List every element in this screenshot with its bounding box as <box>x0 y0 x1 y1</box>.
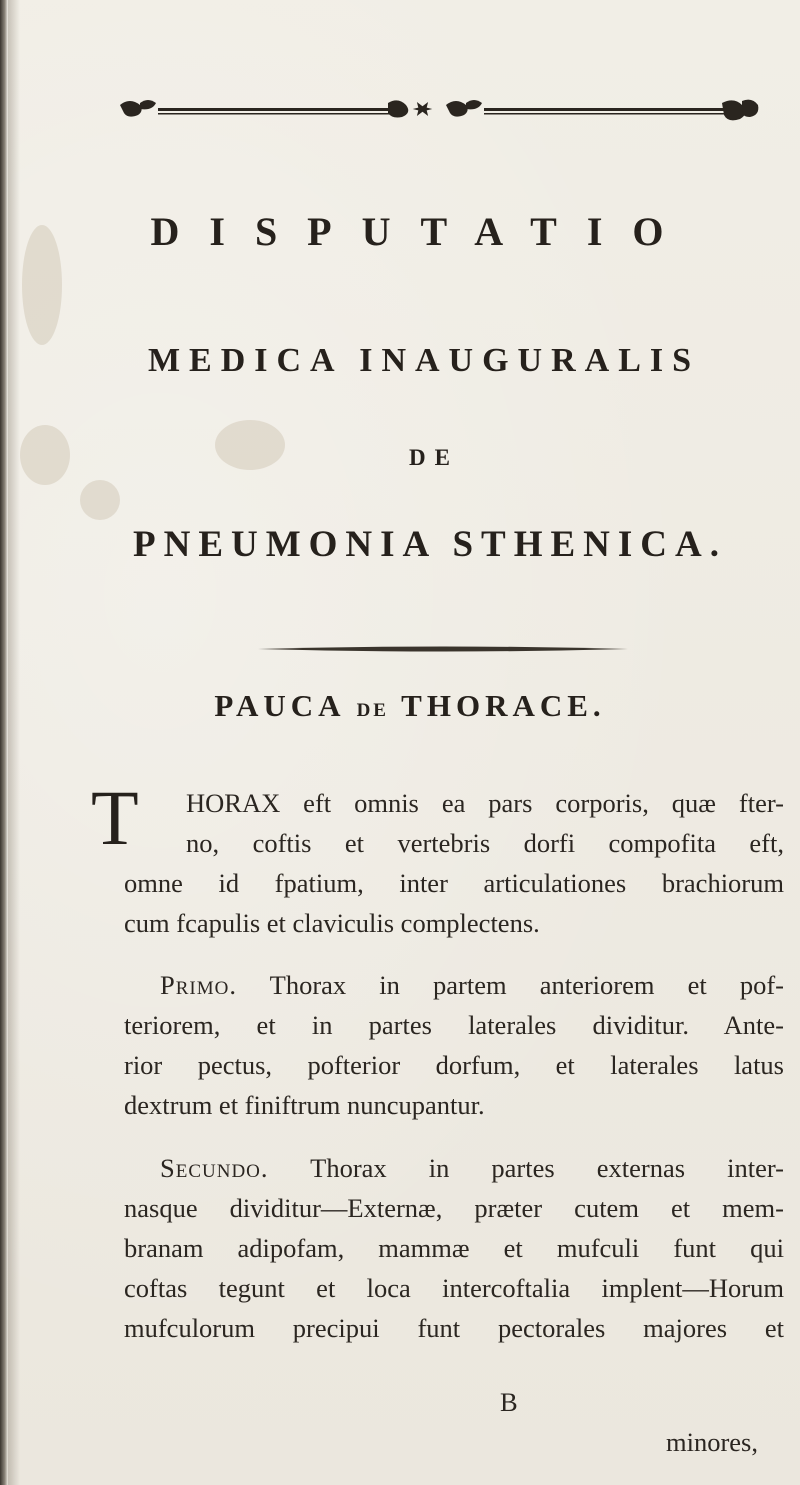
section-heading <box>0 688 800 724</box>
text-line: coftas tegunt et loca intercoftalia implent—Horum <box>124 1273 784 1303</box>
paragraph-lead: Secundo. <box>160 1153 269 1183</box>
drop-cap: T <box>91 774 139 861</box>
catchword: minores, <box>666 1427 758 1457</box>
foxing-stain <box>80 480 120 520</box>
text-line: nasque dividitur—Externæ, præter cutem et mem- <box>124 1193 784 1223</box>
text-line <box>124 1148 784 1188</box>
text-line: rior pectus, pofterior dorfum, et laterales latus <box>124 1050 784 1080</box>
heading-word-pauca: PAUCA <box>214 688 344 723</box>
text-fragment: Thorax in partes externas inter- <box>268 1153 784 1183</box>
text-line: dextrum et finiftrum nuncupantur. <box>124 1090 485 1120</box>
text-line <box>124 965 784 1005</box>
title-disputatio: DISPUTATIO <box>150 209 694 254</box>
paragraph-lead: Primo. <box>160 970 237 1000</box>
signature-mark: B <box>500 1387 518 1417</box>
text-line: mufculorum precipui funt pectorales majores et <box>124 1313 784 1343</box>
text-line: teriorem, et in partes laterales dividitur. Ante- <box>124 1010 784 1040</box>
paragraph-thorax-definition <box>124 783 784 943</box>
heading-word-thorace: THORACE. <box>401 688 606 723</box>
title-medica-inauguralis: MEDICA INAUGURALIS <box>147 342 701 379</box>
text-line: cum fcapulis et claviculis complectens. <box>124 908 540 938</box>
title-pneumonia-sthenica: PNEUMONIA STHENICA. <box>133 524 727 565</box>
header-ornament <box>118 95 766 125</box>
paragraph-primo <box>124 965 784 1125</box>
text-line: HORAX eft omnis ea pars corporis, quæ fter- <box>186 788 784 818</box>
text-line: omne id fpatium, inter articulationes brachiorum <box>124 868 784 898</box>
text-line: no, coftis et vertebris dorfi compofita eft, <box>186 828 784 858</box>
title-de: DE <box>409 445 459 470</box>
heading-word-de: DE <box>356 700 389 721</box>
text-line: branam adipofam, mammæ et mufculi funt qui <box>124 1233 784 1263</box>
paragraph-secundo <box>124 1148 784 1348</box>
text-fragment: Thorax in partem anteriorem et pof- <box>236 970 784 1000</box>
divider-rule <box>258 645 628 653</box>
